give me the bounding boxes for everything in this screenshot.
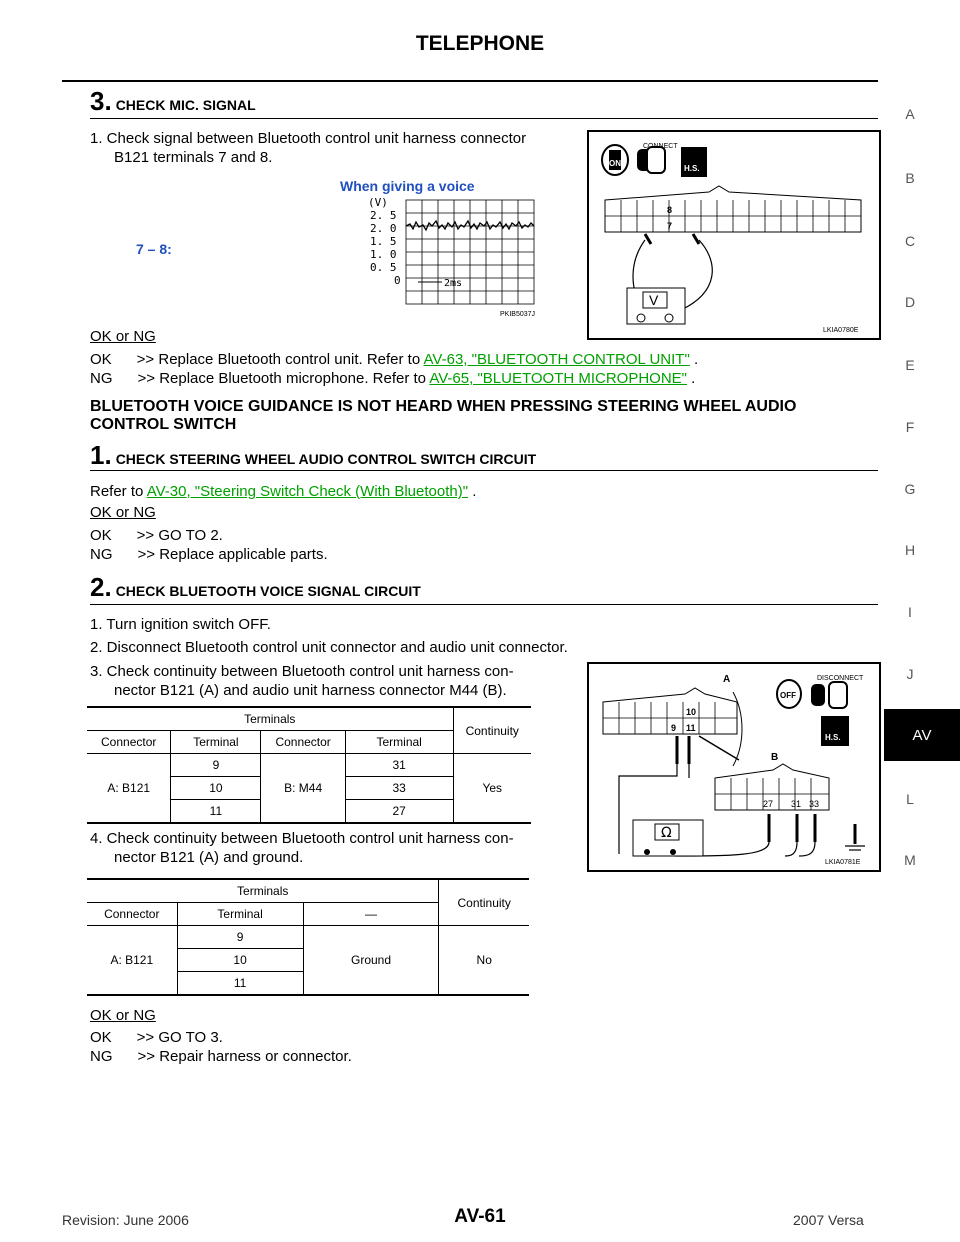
- sidebar-letter-c[interactable]: C: [904, 233, 916, 249]
- figure-1-code: LKIA0780E: [823, 327, 859, 334]
- graph-tick-3: 1. 5: [370, 235, 397, 248]
- t1-header-connector-b: Connector: [261, 731, 345, 754]
- harness-side-icon: [681, 147, 707, 177]
- connector-m44-icon: [715, 764, 829, 810]
- graph-tick-5: 0. 5: [370, 261, 397, 274]
- step3-ok-text: OK >> Replace Bluetooth control unit. Refer to: [90, 351, 424, 368]
- step3-ng-suffix: .: [687, 370, 696, 387]
- graph-time-scale: 2ms: [444, 278, 463, 289]
- page-title: TELEPHONE: [415, 32, 545, 55]
- figure-mic-signal: [587, 130, 881, 340]
- t1-result: Yes: [482, 781, 503, 795]
- on-label: ON: [609, 159, 621, 168]
- link-bluetooth-control-unit[interactable]: AV-63, "BLUETOOTH CONTROL UNIT": [423, 351, 690, 368]
- step1-ok-or-ng: OK or NG: [90, 504, 156, 521]
- section-title-line-1: BLUETOOTH VOICE GUIDANCE IS NOT HEARD WHEN PRESSING STEERING WHEEL AUDIO: [90, 398, 797, 415]
- t2-ground: Ground: [303, 926, 439, 996]
- link-bluetooth-microphone[interactable]: AV-65, "BLUETOOTH MICROPHONE": [429, 370, 688, 387]
- ignition-off-icon: [777, 680, 801, 708]
- voltmeter-symbol: V: [649, 292, 659, 308]
- t2-connector-a: A: B121: [87, 926, 177, 996]
- t1-header-continuity: Continuity: [465, 723, 519, 738]
- step2-instruction-1: 1. Turn ignition switch OFF.: [90, 616, 271, 633]
- ohmmeter-icon: [633, 820, 703, 856]
- step1-rule: [90, 470, 878, 471]
- t1-header-terminal-a: Terminal: [171, 731, 261, 754]
- hs-label: H.S.: [825, 733, 841, 742]
- t1-terminal-b-3: 27: [345, 800, 453, 824]
- connector-b121-icon: [605, 186, 861, 232]
- t1-terminal-a-1: 9: [171, 754, 261, 777]
- graph-caption: When giving a voice: [340, 178, 475, 194]
- t2-result: No: [476, 953, 492, 967]
- step3-ok-line: [90, 350, 698, 369]
- graph-tick-2: 2. 0: [370, 222, 397, 235]
- step1-ng-line: NG >> Replace applicable parts.: [90, 546, 328, 563]
- t1-terminal-b-1: 31: [345, 754, 453, 777]
- sidebar-letter-i[interactable]: I: [908, 604, 912, 620]
- step1-refer: [90, 482, 476, 501]
- link-steering-switch-check[interactable]: AV-30, "Steering Switch Check (With Bluetooth)": [146, 483, 469, 500]
- step2-instruction-2: 2. Disconnect Bluetooth control unit connector and audio unit connector.: [90, 639, 568, 656]
- t1-header-connector-a: Connector: [87, 731, 171, 754]
- graph-code: PKIB5037J: [500, 311, 536, 318]
- step3-rule: [90, 118, 878, 119]
- pin-33-label: 33: [809, 799, 820, 809]
- pin-8-label: 8: [667, 205, 673, 215]
- step3-heading: [90, 86, 256, 117]
- voice-signal-graph: [368, 196, 558, 320]
- sidebar-letter-e[interactable]: E: [905, 357, 915, 373]
- pin-7-label: 7: [667, 221, 673, 231]
- step2-instruction-4a: 4. Check continuity between Bluetooth control unit harness con-: [90, 830, 514, 847]
- step3-title: CHECK MIC. SIGNAL: [115, 97, 256, 113]
- off-label: OFF: [780, 691, 796, 700]
- connector-a-label: A: [723, 674, 731, 685]
- t2-header-terminal: Terminal: [177, 903, 303, 926]
- step1-number: 1.: [90, 440, 112, 470]
- graph-tick-1: 2. 5: [370, 209, 397, 222]
- sidebar-letter-m[interactable]: M: [904, 852, 916, 868]
- voltmeter-icon: [627, 288, 685, 324]
- disconnect-label: DISCONNECT: [817, 675, 864, 682]
- ignition-on-icon: [602, 145, 628, 175]
- t2-terminal-3: 11: [177, 972, 303, 996]
- pin-10-label: 10: [686, 707, 697, 717]
- step2-rule: [90, 604, 878, 605]
- step2-instruction-3a: 3. Check continuity between Bluetooth control unit harness con-: [90, 663, 514, 680]
- step1-refer-suffix: .: [468, 483, 477, 500]
- sidebar-letter-g[interactable]: G: [904, 481, 916, 497]
- t1-connector-a: A: B121: [87, 754, 171, 824]
- t1-terminal-a-2: 10: [171, 777, 261, 800]
- step2-ok-line: OK >> GO TO 3.: [90, 1029, 223, 1046]
- continuity-table-2: [87, 878, 529, 996]
- graph-grid: [406, 200, 534, 304]
- connector-b121-icon: [603, 688, 737, 734]
- step3-ok-suffix: .: [689, 351, 699, 368]
- footer-model: 2007 Versa: [793, 1212, 864, 1228]
- step3-instruction-2: B121 terminals 7 and 8.: [114, 149, 273, 166]
- pin-27-label: 27: [763, 799, 774, 809]
- step3-ok-or-ng: OK or NG: [90, 328, 156, 345]
- t1-terminal-a-3: 11: [171, 800, 261, 824]
- sidebar-letter-h[interactable]: H: [904, 542, 916, 558]
- t2-terminal-1: 9: [177, 926, 303, 949]
- continuity-table-1: [87, 706, 531, 824]
- t1-connector-b: B: M44: [261, 754, 345, 824]
- graph-unit: (V): [368, 196, 388, 209]
- graph-terminal-label: 7 – 8:: [136, 241, 172, 257]
- step1-title: CHECK STEERING WHEEL AUDIO CONTROL SWITCH CIRCUIT: [115, 451, 537, 467]
- graph-tick-4: 1. 0: [370, 248, 397, 261]
- step3-ng-line: [90, 369, 695, 388]
- step2-instruction-4b: nector B121 (A) and ground.: [114, 849, 304, 866]
- step1-ok-line: OK >> GO TO 2.: [90, 527, 223, 544]
- footer-page-number: AV-61: [454, 1206, 506, 1227]
- figure-2-code: LKIA0781E: [825, 859, 861, 866]
- sidebar-letter-j[interactable]: J: [906, 666, 914, 682]
- section-title-line-2: CONTROL SWITCH: [90, 416, 237, 433]
- connector-connect-icon: [637, 143, 678, 173]
- step3-number: 3.: [90, 86, 112, 116]
- t1-terminal-b-2: 33: [345, 777, 453, 800]
- ohmmeter-symbol: Ω: [661, 825, 672, 841]
- t1-header-terminals: Terminals: [87, 707, 453, 731]
- pin-9-label: 9: [671, 723, 677, 733]
- step2-ng-line: NG >> Repair harness or connector.: [90, 1048, 352, 1065]
- connector-b-label: B: [771, 752, 779, 763]
- pin-31-label: 31: [791, 799, 802, 809]
- t2-header-continuity: Continuity: [457, 895, 511, 910]
- step1-refer-text: Refer to: [90, 483, 147, 500]
- step2-instruction-3b: nector B121 (A) and audio unit harness connector M44 (B).: [114, 682, 507, 699]
- step2-title: CHECK BLUETOOTH VOICE SIGNAL CIRCUIT: [115, 583, 421, 599]
- connect-label: CONNECT: [643, 143, 678, 150]
- t1-header-terminal-b: Terminal: [345, 731, 453, 754]
- step1-heading: [90, 440, 536, 471]
- t2-terminal-2: 10: [177, 949, 303, 972]
- figure-voice-signal-circuit: [587, 662, 881, 872]
- sidebar-letter-b[interactable]: B: [905, 170, 915, 186]
- graph-tick-6: 0: [394, 274, 401, 287]
- t2-header-dash: —: [303, 903, 439, 926]
- sidebar-letter-l[interactable]: L: [906, 791, 914, 807]
- t2-header-terminals: Terminals: [87, 879, 439, 903]
- t2-header-connector: Connector: [87, 903, 177, 926]
- step3-ng-text: NG >> Replace Bluetooth microphone. Refer to: [90, 370, 430, 387]
- step2-ok-or-ng: OK or NG: [90, 1007, 156, 1024]
- harness-side-icon: [821, 716, 849, 746]
- sidebar-tab-av[interactable]: AV: [884, 709, 960, 761]
- sidebar-letter-d[interactable]: D: [904, 294, 916, 310]
- step2-heading: [90, 572, 421, 603]
- sidebar-letter-f[interactable]: F: [905, 419, 915, 435]
- connector-disconnect-icon: [811, 675, 864, 708]
- hs-label: H.S.: [684, 164, 700, 173]
- step3-instruction-1: 1. Check signal between Bluetooth control unit harness connector: [90, 130, 527, 147]
- sidebar-letter-a[interactable]: A: [905, 106, 915, 122]
- footer-revision: Revision: June 2006: [62, 1212, 189, 1228]
- section-title: [90, 398, 796, 434]
- step2-number: 2.: [90, 572, 112, 602]
- header-rule: [62, 80, 878, 82]
- pin-11-label: 11: [686, 723, 696, 733]
